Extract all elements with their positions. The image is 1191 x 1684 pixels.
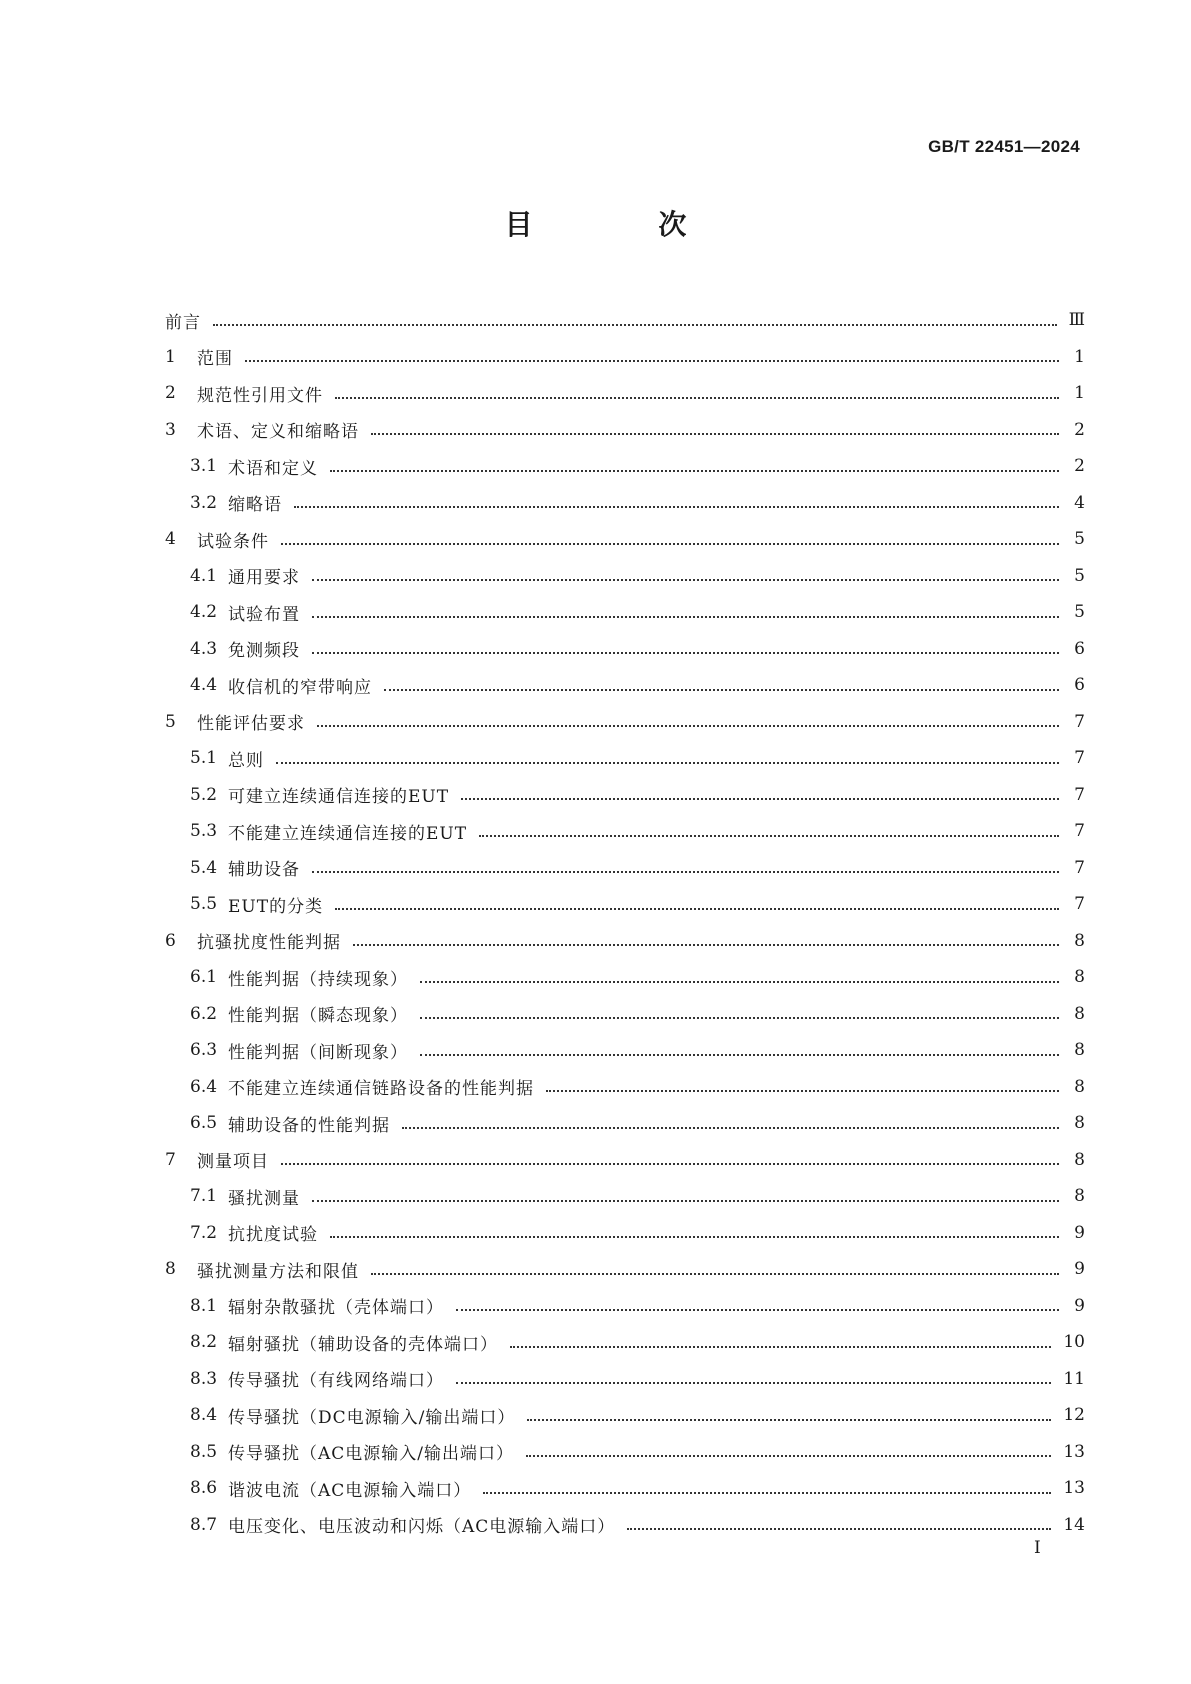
toc-entry-page: 7: [1074, 857, 1085, 878]
toc-entry-label: 可建立连续通信连接的EUT: [228, 787, 450, 808]
toc-entry-page: 8: [1074, 1149, 1085, 1170]
toc-entry-label: 术语和定义: [228, 458, 318, 479]
toc-dot-leader: [456, 1308, 1059, 1311]
toc-entry[interactable]: [165, 923, 1085, 960]
toc-entry-number: 3.2: [190, 492, 218, 513]
toc-entry-number: 4.4: [190, 675, 218, 696]
toc-dot-leader: [420, 1053, 1059, 1056]
toc-entry-number: 5.2: [190, 784, 218, 805]
toc-entry-page: 8: [1074, 1186, 1085, 1207]
toc-dot-leader: [281, 542, 1059, 545]
toc-entry-label: 免测频段: [228, 641, 300, 662]
toc-entry-page: 5: [1074, 529, 1085, 550]
toc-dot-leader: [384, 688, 1059, 691]
toc-entry-number: 4: [165, 529, 176, 550]
toc-entry-page: 8: [1074, 1040, 1085, 1061]
toc-entry-label: 测量项目: [197, 1152, 269, 1173]
toc-entry[interactable]: [165, 1178, 1085, 1215]
toc-entry-number: 6.2: [190, 1003, 218, 1024]
toc-entry-page: 11: [1063, 1368, 1085, 1389]
toc-dot-leader: [281, 1162, 1059, 1165]
toc-entry-page: 8: [1074, 1113, 1085, 1134]
toc-entry-page: 1: [1074, 383, 1085, 404]
toc-entry[interactable]: [165, 1251, 1085, 1288]
toc-entry-number: 6.3: [190, 1040, 218, 1061]
toc-entry-number: 5.4: [190, 857, 218, 878]
toc-entry-number: 5.3: [190, 821, 218, 842]
toc-heading: 目 次: [504, 208, 745, 241]
toc-entry[interactable]: [165, 850, 1085, 887]
toc-entry[interactable]: [165, 412, 1085, 449]
toc-entry-number: 3: [165, 419, 176, 440]
toc-entry-number: 8.1: [190, 1295, 218, 1316]
toc-entry-number: 8.3: [190, 1368, 218, 1389]
footer-page-number: I: [1034, 1538, 1041, 1558]
toc-entry-label: 性能评估要求: [197, 714, 305, 735]
toc-entry-page: 9: [1074, 1259, 1085, 1280]
toc-entry-page: 12: [1063, 1405, 1085, 1426]
toc-entry-number: 5.5: [190, 894, 218, 915]
toc-dot-leader: [510, 1345, 1051, 1348]
toc-entry-label: 性能判据（瞬态现象）: [228, 1006, 408, 1027]
toc-entry[interactable]: [165, 1105, 1085, 1142]
toc-entry-page: Ⅲ: [1068, 310, 1085, 331]
toc-entry-page: 10: [1063, 1332, 1085, 1353]
toc-entry-page: 14: [1063, 1514, 1085, 1535]
toc-entry[interactable]: [165, 1324, 1085, 1361]
toc-entry[interactable]: [165, 1215, 1085, 1252]
toc-entry-page: 7: [1074, 711, 1085, 732]
toc-entry-page: 4: [1074, 492, 1085, 513]
toc-entry-label: 辐射杂散骚扰（壳体端口）: [228, 1298, 444, 1319]
toc-entry[interactable]: [165, 375, 1085, 412]
toc-dot-leader: [479, 834, 1059, 837]
toc-entry-page: 6: [1074, 675, 1085, 696]
toc-dot-leader: [461, 797, 1059, 800]
toc-entry-number: 8: [165, 1259, 176, 1280]
toc-entry-label: 骚扰测量方法和限值: [197, 1261, 359, 1282]
toc-entry-page: 5: [1074, 565, 1085, 586]
toc-entry[interactable]: [165, 996, 1085, 1033]
toc-entry-number: 5.1: [190, 748, 218, 769]
toc-entry-number: 6.4: [190, 1076, 218, 1097]
toc-entry[interactable]: [165, 740, 1085, 777]
toc-entry[interactable]: [165, 886, 1085, 923]
toc-entry[interactable]: [165, 631, 1085, 668]
toc-dot-leader: [526, 1454, 1051, 1457]
toc-entry-number: 5: [165, 711, 176, 732]
toc-entry-number: 8.7: [190, 1514, 218, 1535]
toc-entry-number: 7.2: [190, 1222, 218, 1243]
toc-entry-number: 4.3: [190, 638, 218, 659]
toc-entry-number: 2: [165, 383, 176, 404]
toc-dot-leader: [317, 724, 1059, 727]
toc-entry[interactable]: [165, 302, 1085, 339]
toc-entry-number: 4.1: [190, 565, 218, 586]
toc-entry[interactable]: [165, 1470, 1085, 1507]
toc-entry-number: 8.4: [190, 1405, 218, 1426]
toc-dot-leader: [312, 870, 1059, 873]
toc-dot-leader: [483, 1491, 1051, 1494]
toc-entry-page: 9: [1074, 1295, 1085, 1316]
toc-entry[interactable]: [165, 1069, 1085, 1106]
toc-entry-page: 7: [1074, 821, 1085, 842]
toc-entry-label: 辅助设备的性能判据: [228, 1115, 390, 1136]
toc-dot-leader: [546, 1089, 1059, 1092]
toc-entry-page: 8: [1074, 1003, 1085, 1024]
toc-entry-number: 6.1: [190, 967, 218, 988]
toc-entry-page: 13: [1063, 1441, 1085, 1462]
toc-entry[interactable]: [165, 1032, 1085, 1069]
toc-dot-leader: [371, 1272, 1059, 1275]
toc-dot-leader: [330, 1235, 1059, 1238]
toc-entry[interactable]: [165, 1507, 1085, 1544]
toc-entry-label: 通用要求: [228, 568, 300, 589]
toc-entry-label: 抗扰度试验: [228, 1225, 318, 1246]
toc-entry[interactable]: [165, 521, 1085, 558]
toc-dot-leader: [276, 761, 1059, 764]
toc-entry-label: 传导骚扰（AC电源输入/输出端口）: [228, 1444, 515, 1465]
toc-entry-page: 7: [1074, 894, 1085, 915]
toc-entry[interactable]: [165, 1288, 1085, 1325]
toc-dot-leader: [456, 1381, 1051, 1384]
toc-entry-label: 试验条件: [197, 531, 269, 552]
toc-entry-number: 7.1: [190, 1186, 218, 1207]
toc-entry[interactable]: [165, 1142, 1085, 1179]
toc-dot-leader: [330, 469, 1059, 472]
toc-entry-label: 不能建立连续通信连接的EUT: [228, 823, 468, 844]
toc-dot-leader: [402, 1126, 1059, 1129]
toc-entry[interactable]: [165, 667, 1085, 704]
toc-dot-leader: [312, 651, 1059, 654]
toc-entry-page: 8: [1074, 1076, 1085, 1097]
toc-entry-label: 骚扰测量: [228, 1188, 300, 1209]
toc-entry-number: 7: [165, 1149, 176, 1170]
toc-dot-leader: [527, 1418, 1051, 1421]
toc-entry[interactable]: [165, 558, 1085, 595]
toc-dot-leader: [420, 980, 1059, 983]
toc-entry[interactable]: [165, 1361, 1085, 1398]
toc-dot-leader: [245, 359, 1059, 362]
toc-entry[interactable]: [165, 959, 1085, 996]
toc-dot-leader: [335, 396, 1059, 399]
toc-entry[interactable]: [165, 339, 1085, 376]
toc-dot-leader: [312, 578, 1059, 581]
toc-entry-page: 7: [1074, 784, 1085, 805]
toc-entry-page: 5: [1074, 602, 1085, 623]
toc-entry-page: 7: [1074, 748, 1085, 769]
toc-dot-leader: [420, 1016, 1059, 1019]
toc-entry[interactable]: [165, 777, 1085, 814]
toc-entry-label: EUT的分类: [228, 896, 324, 917]
toc-entry-page: 13: [1063, 1478, 1085, 1499]
toc-entry-label: 试验布置: [228, 604, 300, 625]
toc-entry[interactable]: [165, 594, 1085, 631]
toc-dot-leader: [371, 432, 1059, 435]
toc-entry-label: 性能判据（持续现象）: [228, 969, 408, 990]
toc-dot-leader: [312, 615, 1059, 618]
toc-entry-label: 传导骚扰（有线网络端口）: [228, 1371, 444, 1392]
toc-entry-label: 传导骚扰（DC电源输入/输出端口）: [228, 1407, 516, 1428]
toc-entry-page: 6: [1074, 638, 1085, 659]
toc-entry[interactable]: [165, 813, 1085, 850]
toc-entry-number: 8.2: [190, 1332, 218, 1353]
toc-entry-label: 收信机的窄带响应: [228, 677, 372, 698]
toc-entry-page: 1: [1074, 346, 1085, 367]
toc-dot-leader: [294, 505, 1059, 508]
toc-entry-label: 术语、定义和缩略语: [197, 422, 359, 443]
standard-code: GB/T 22451—2024: [928, 137, 1080, 156]
toc-entry[interactable]: [165, 448, 1085, 485]
toc-entry-label: 辅助设备: [228, 860, 300, 881]
toc-entry-label: 电压变化、电压波动和闪烁（AC电源输入端口）: [228, 1517, 616, 1538]
table-of-contents: [165, 302, 1085, 1543]
toc-entry-number: 4.2: [190, 602, 218, 623]
toc-entry-label: 缩略语: [228, 495, 282, 516]
toc-entry-label: 谐波电流（AC电源输入端口）: [228, 1480, 472, 1501]
toc-entry-page: 8: [1074, 930, 1085, 951]
toc-entry-label: 规范性引用文件: [197, 385, 323, 406]
toc-entry-number: 6.5: [190, 1113, 218, 1134]
toc-entry-label: 前言: [165, 312, 201, 333]
toc-entry-number: 8.6: [190, 1478, 218, 1499]
toc-entry[interactable]: [165, 704, 1085, 741]
toc-entry-page: 2: [1074, 456, 1085, 477]
toc-entry-label: 范围: [197, 349, 233, 370]
toc-entry-number: 1: [165, 346, 176, 367]
toc-entry-number: 3.1: [190, 456, 218, 477]
toc-entry-page: 2: [1074, 419, 1085, 440]
toc-entry-label: 性能判据（间断现象）: [228, 1042, 408, 1063]
toc-dot-leader: [213, 323, 1057, 326]
toc-entry-label: 不能建立连续通信链路设备的性能判据: [228, 1079, 534, 1100]
toc-dot-leader: [335, 907, 1059, 910]
toc-dot-leader: [627, 1527, 1051, 1530]
toc-entry-label: 抗骚扰度性能判据: [197, 933, 341, 954]
toc-entry-number: 6: [165, 930, 176, 951]
toc-entry-label: 辐射骚扰（辅助设备的壳体端口）: [228, 1334, 498, 1355]
toc-entry-page: 9: [1074, 1222, 1085, 1243]
toc-dot-leader: [312, 1199, 1059, 1202]
toc-entry[interactable]: [165, 485, 1085, 522]
toc-entry[interactable]: [165, 1397, 1085, 1434]
toc-entry-label: 总则: [228, 750, 264, 771]
toc-entry-page: 8: [1074, 967, 1085, 988]
toc-entry-number: 8.5: [190, 1441, 218, 1462]
toc-dot-leader: [353, 943, 1059, 946]
toc-entry[interactable]: [165, 1434, 1085, 1471]
